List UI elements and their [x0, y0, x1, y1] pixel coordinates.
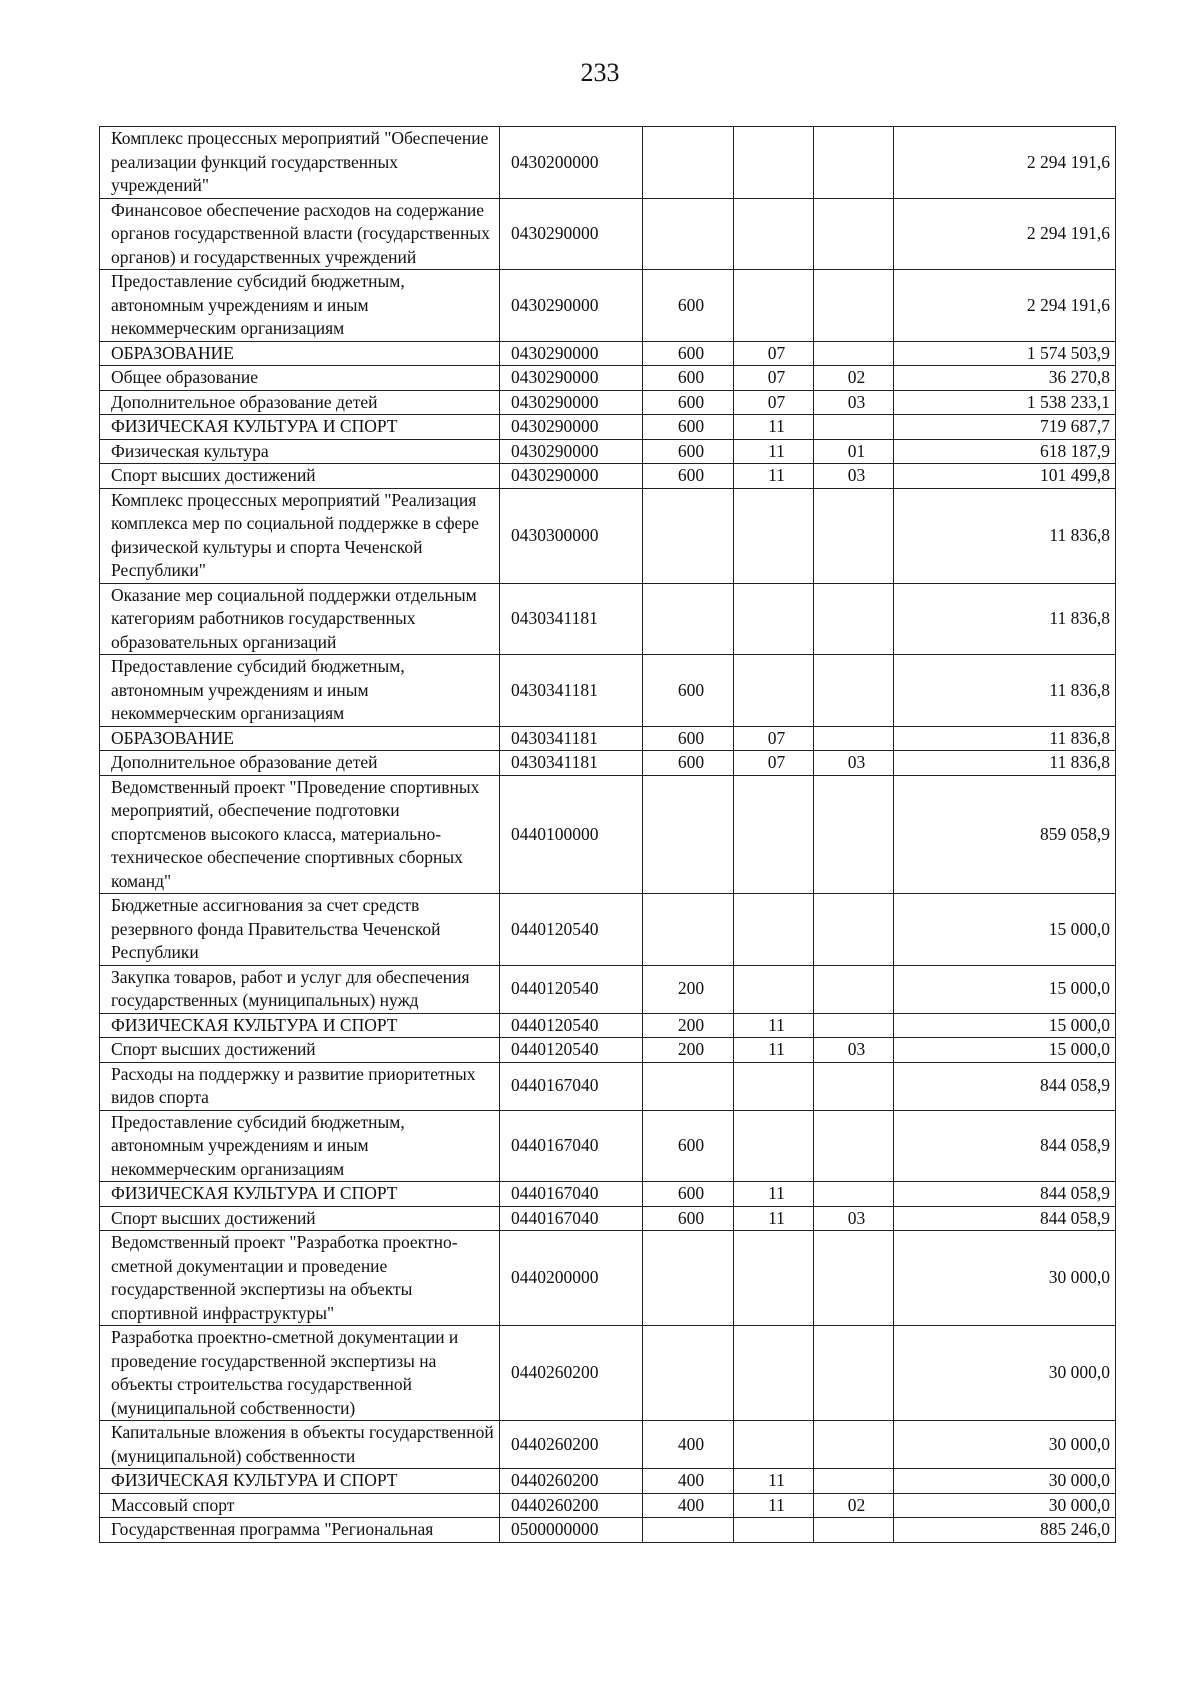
subsection-cell [814, 1326, 894, 1421]
row-name-cell: Разработка проектно-сметной документации и проведение государственной экспертизы на объекты строительства государственной (муниципальной собственности) [100, 1326, 500, 1421]
amount-cell: 11 836,8 [894, 726, 1116, 751]
table-row [100, 1518, 1116, 1543]
subsection-cell [814, 1421, 894, 1469]
subsection-cell [814, 415, 894, 440]
table-row [100, 1038, 1116, 1063]
amount-cell: 15 000,0 [894, 894, 1116, 966]
expense-type-cell [643, 1062, 734, 1110]
row-name-cell: Спорт высших достижений [100, 1206, 500, 1231]
row-name-cell: ФИЗИЧЕСКАЯ КУЛЬТУРА И СПОРТ [100, 1469, 500, 1494]
target-code-cell: 0430341181 [500, 726, 643, 751]
subsection-cell: 03 [814, 1206, 894, 1231]
amount-cell: 15 000,0 [894, 1038, 1116, 1063]
amount-cell: 885 246,0 [894, 1518, 1116, 1543]
section-cell [734, 1326, 814, 1421]
target-code-cell: 0430341181 [500, 583, 643, 655]
target-code-cell: 0440167040 [500, 1110, 643, 1182]
amount-cell: 844 058,9 [894, 1062, 1116, 1110]
subsection-cell [814, 1518, 894, 1543]
target-code-cell: 0440260200 [500, 1326, 643, 1421]
expense-type-cell: 400 [643, 1421, 734, 1469]
subsection-cell [814, 1062, 894, 1110]
row-name-cell: Предоставление субсидий бюджетным, автономным учреждениям и иным некоммерческим организациям [100, 655, 500, 727]
section-cell: 11 [734, 1013, 814, 1038]
target-code-cell: 0430290000 [500, 341, 643, 366]
subsection-cell [814, 1231, 894, 1326]
amount-cell: 2 294 191,6 [894, 198, 1116, 270]
row-name-cell: Бюджетные ассигнования за счет средств резервного фонда Правительства Чеченской Республики [100, 894, 500, 966]
expense-type-cell: 200 [643, 1013, 734, 1038]
expense-type-cell: 600 [643, 464, 734, 489]
section-cell: 11 [734, 439, 814, 464]
row-name-cell: ОБРАЗОВАНИЕ [100, 726, 500, 751]
subsection-cell [814, 198, 894, 270]
expense-type-cell [643, 1231, 734, 1326]
section-cell [734, 1231, 814, 1326]
table-row [100, 1110, 1116, 1182]
target-code-cell: 0440120540 [500, 894, 643, 966]
subsection-cell [814, 894, 894, 966]
subsection-cell [814, 488, 894, 583]
row-name-cell: Физическая культура [100, 439, 500, 464]
expense-type-cell: 600 [643, 655, 734, 727]
row-name-cell: Спорт высших достижений [100, 464, 500, 489]
target-code-cell: 0430290000 [500, 439, 643, 464]
amount-cell: 2 294 191,6 [894, 127, 1116, 199]
table-row [100, 1421, 1116, 1469]
section-cell: 11 [734, 464, 814, 489]
subsection-cell: 03 [814, 1038, 894, 1063]
row-name-cell: Дополнительное образование детей [100, 751, 500, 776]
table-row [100, 751, 1116, 776]
table-row [100, 726, 1116, 751]
expense-type-cell: 600 [643, 390, 734, 415]
target-code-cell: 0440200000 [500, 1231, 643, 1326]
table-row [100, 270, 1116, 342]
section-cell: 11 [734, 1206, 814, 1231]
target-code-cell: 0440120540 [500, 1038, 643, 1063]
amount-cell: 844 058,9 [894, 1206, 1116, 1231]
subsection-cell [814, 1469, 894, 1494]
row-name-cell: Ведомственный проект "Проведение спортивных мероприятий, обеспечение подготовки спортсменов высокого класса, материально-техническое обеспечение спортивных сборных команд" [100, 775, 500, 894]
table-row [100, 127, 1116, 199]
target-code-cell: 0430290000 [500, 366, 643, 391]
target-code-cell: 0430290000 [500, 415, 643, 440]
row-name-cell: Предоставление субсидий бюджетным, автономным учреждениям и иным некоммерческим организациям [100, 270, 500, 342]
row-name-cell: Дополнительное образование детей [100, 390, 500, 415]
table-row [100, 198, 1116, 270]
subsection-cell [814, 726, 894, 751]
target-code-cell: 0430290000 [500, 270, 643, 342]
expense-type-cell [643, 1326, 734, 1421]
row-name-cell: ФИЗИЧЕСКАЯ КУЛЬТУРА И СПОРТ [100, 1182, 500, 1207]
section-cell [734, 1518, 814, 1543]
target-code-cell: 0440120540 [500, 1013, 643, 1038]
row-name-cell: ОБРАЗОВАНИЕ [100, 341, 500, 366]
amount-cell: 859 058,9 [894, 775, 1116, 894]
table-row [100, 341, 1116, 366]
amount-cell: 30 000,0 [894, 1469, 1116, 1494]
expense-type-cell [643, 894, 734, 966]
amount-cell: 30 000,0 [894, 1421, 1116, 1469]
row-name-cell: ФИЗИЧЕСКАЯ КУЛЬТУРА И СПОРТ [100, 1013, 500, 1038]
row-name-cell: Комплекс процессных мероприятий "Реализация комплекса мер по социальной поддержке в сфере физической культуры и спорта Чеченской Республики" [100, 488, 500, 583]
amount-cell: 844 058,9 [894, 1182, 1116, 1207]
expense-type-cell: 200 [643, 1038, 734, 1063]
table-row [100, 894, 1116, 966]
target-code-cell: 0440120540 [500, 965, 643, 1013]
target-code-cell: 0440167040 [500, 1206, 643, 1231]
target-code-cell: 0440260200 [500, 1493, 643, 1518]
target-code-cell: 0430200000 [500, 127, 643, 199]
table-row [100, 655, 1116, 727]
section-cell: 11 [734, 415, 814, 440]
amount-cell: 15 000,0 [894, 965, 1116, 1013]
section-cell [734, 1062, 814, 1110]
expense-type-cell: 200 [643, 965, 734, 1013]
budget-table-body [100, 127, 1116, 1543]
subsection-cell: 03 [814, 751, 894, 776]
expense-type-cell: 600 [643, 366, 734, 391]
section-cell [734, 583, 814, 655]
row-name-cell: Спорт высших достижений [100, 1038, 500, 1063]
row-name-cell: ФИЗИЧЕСКАЯ КУЛЬТУРА И СПОРТ [100, 415, 500, 440]
target-code-cell: 0430341181 [500, 751, 643, 776]
section-cell [734, 488, 814, 583]
row-name-cell: Расходы на поддержку и развитие приоритетных видов спорта [100, 1062, 500, 1110]
amount-cell: 618 187,9 [894, 439, 1116, 464]
subsection-cell: 03 [814, 464, 894, 489]
section-cell: 11 [734, 1182, 814, 1207]
section-cell [734, 1421, 814, 1469]
table-row [100, 1013, 1116, 1038]
expense-type-cell: 600 [643, 341, 734, 366]
amount-cell: 2 294 191,6 [894, 270, 1116, 342]
table-row [100, 775, 1116, 894]
target-code-cell: 0440167040 [500, 1182, 643, 1207]
amount-cell: 11 836,8 [894, 655, 1116, 727]
target-code-cell: 0430290000 [500, 464, 643, 489]
target-code-cell: 0430290000 [500, 390, 643, 415]
target-code-cell: 0430290000 [500, 198, 643, 270]
subsection-cell: 01 [814, 439, 894, 464]
section-cell: 11 [734, 1493, 814, 1518]
expense-type-cell: 400 [643, 1469, 734, 1494]
table-row [100, 1206, 1116, 1231]
row-name-cell: Финансовое обеспечение расходов на содержание органов государственной власти (государственных органов) и государственных учреждений [100, 198, 500, 270]
amount-cell: 30 000,0 [894, 1231, 1116, 1326]
table-row [100, 439, 1116, 464]
amount-cell: 15 000,0 [894, 1013, 1116, 1038]
subsection-cell [814, 127, 894, 199]
subsection-cell [814, 341, 894, 366]
expense-type-cell: 600 [643, 751, 734, 776]
row-name-cell: Оказание мер социальной поддержки отдельным категориям работников государственных образовательных организаций [100, 583, 500, 655]
row-name-cell: Общее образование [100, 366, 500, 391]
section-cell: 11 [734, 1038, 814, 1063]
amount-cell: 11 836,8 [894, 583, 1116, 655]
amount-cell: 30 000,0 [894, 1326, 1116, 1421]
amount-cell: 719 687,7 [894, 415, 1116, 440]
table-row [100, 415, 1116, 440]
table-row [100, 390, 1116, 415]
target-code-cell: 0440260200 [500, 1421, 643, 1469]
table-row [100, 464, 1116, 489]
subsection-cell: 02 [814, 1493, 894, 1518]
expense-type-cell: 600 [643, 726, 734, 751]
table-row [100, 1469, 1116, 1494]
section-cell: 07 [734, 726, 814, 751]
section-cell [734, 655, 814, 727]
amount-cell: 11 836,8 [894, 751, 1116, 776]
section-cell: 07 [734, 366, 814, 391]
expense-type-cell: 600 [643, 1110, 734, 1182]
amount-cell: 101 499,8 [894, 464, 1116, 489]
section-cell: 07 [734, 390, 814, 415]
expense-type-cell: 600 [643, 270, 734, 342]
table-row [100, 366, 1116, 391]
table-row [100, 1231, 1116, 1326]
table-row [100, 965, 1116, 1013]
amount-cell: 1 574 503,9 [894, 341, 1116, 366]
row-name-cell: Государственная программа "Региональная [100, 1518, 500, 1543]
section-cell: 11 [734, 1469, 814, 1494]
expense-type-cell [643, 775, 734, 894]
table-row [100, 1062, 1116, 1110]
section-cell [734, 1110, 814, 1182]
amount-cell: 36 270,8 [894, 366, 1116, 391]
expense-type-cell: 600 [643, 1206, 734, 1231]
subsection-cell: 02 [814, 366, 894, 391]
subsection-cell [814, 1013, 894, 1038]
row-name-cell: Предоставление субсидий бюджетным, автономным учреждениям и иным некоммерческим организациям [100, 1110, 500, 1182]
amount-cell: 30 000,0 [894, 1493, 1116, 1518]
subsection-cell [814, 655, 894, 727]
subsection-cell: 03 [814, 390, 894, 415]
subsection-cell [814, 583, 894, 655]
amount-cell: 844 058,9 [894, 1110, 1116, 1182]
expense-type-cell: 600 [643, 439, 734, 464]
subsection-cell [814, 965, 894, 1013]
subsection-cell [814, 1182, 894, 1207]
amount-cell: 1 538 233,1 [894, 390, 1116, 415]
expense-type-cell: 600 [643, 1182, 734, 1207]
target-code-cell: 0500000000 [500, 1518, 643, 1543]
row-name-cell: Ведомственный проект "Разработка проектно-сметной документации и проведение государственной экспертизы на объекты спортивной инфраструктуры" [100, 1231, 500, 1326]
expense-type-cell [643, 488, 734, 583]
expense-type-cell [643, 1518, 734, 1543]
page-number: 233 [580, 58, 620, 87]
subsection-cell [814, 1110, 894, 1182]
section-cell [734, 775, 814, 894]
section-cell [734, 270, 814, 342]
target-code-cell: 0440260200 [500, 1469, 643, 1494]
expense-type-cell [643, 198, 734, 270]
target-code-cell: 0430341181 [500, 655, 643, 727]
expense-type-cell: 400 [643, 1493, 734, 1518]
row-name-cell: Массовый спорт [100, 1493, 500, 1518]
table-row [100, 583, 1116, 655]
table-row [100, 1182, 1116, 1207]
expense-type-cell: 600 [643, 415, 734, 440]
subsection-cell [814, 775, 894, 894]
expense-type-cell [643, 127, 734, 199]
amount-cell: 11 836,8 [894, 488, 1116, 583]
target-code-cell: 0440167040 [500, 1062, 643, 1110]
table-row [100, 1326, 1116, 1421]
section-cell [734, 894, 814, 966]
target-code-cell: 0440100000 [500, 775, 643, 894]
table-row [100, 1493, 1116, 1518]
row-name-cell: Комплекс процессных мероприятий "Обеспечение реализации функций государственных учреждений" [100, 127, 500, 199]
target-code-cell: 0430300000 [500, 488, 643, 583]
budget-table [99, 126, 1116, 1543]
section-cell: 07 [734, 751, 814, 776]
table-row [100, 488, 1116, 583]
expense-type-cell [643, 583, 734, 655]
subsection-cell [814, 270, 894, 342]
row-name-cell: Закупка товаров, работ и услуг для обеспечения государственных (муниципальных) нужд [100, 965, 500, 1013]
section-cell [734, 198, 814, 270]
section-cell [734, 127, 814, 199]
row-name-cell: Капитальные вложения в объекты государственной (муниципальной) собственности [100, 1421, 500, 1469]
section-cell [734, 965, 814, 1013]
section-cell: 07 [734, 341, 814, 366]
